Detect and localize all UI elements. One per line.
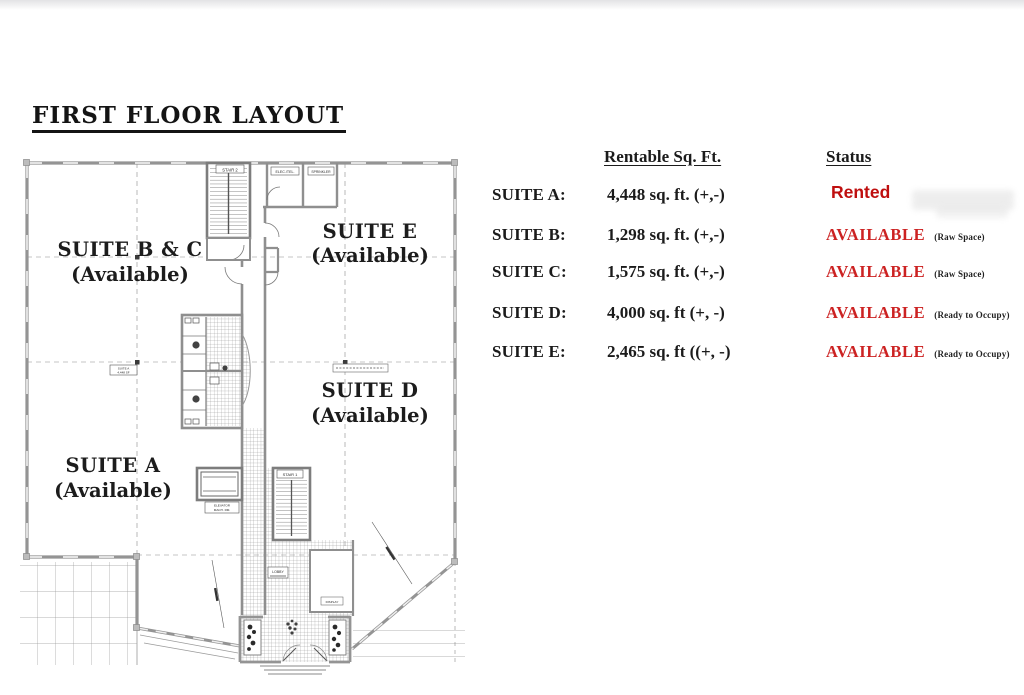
elevator-label-1: ELEVATOR [214, 503, 230, 508]
status-note: (Raw Space) [934, 232, 985, 242]
top-gradient-strip [0, 0, 1024, 10]
table-row-suite-b [480, 225, 1024, 247]
sprinkler-label: SPRINKLER [311, 170, 331, 174]
restroom-core [182, 315, 250, 428]
page-title: FIRST FLOOR LAYOUT [32, 102, 346, 133]
suite-bc-label: SUITE B & C [57, 238, 203, 261]
suite-a-tag [110, 365, 137, 375]
status-badge: AVAILABLE [826, 342, 926, 361]
status-note: (Raw Space) [934, 269, 985, 279]
floor-plan-svg [20, 150, 480, 690]
display-label: DISPLAY [325, 600, 339, 604]
suite-sqft: 1,575 sq. ft. (+,-) [607, 262, 725, 281]
status-badge: AVAILABLE [826, 262, 926, 281]
status-note: (Ready to Occupy) [934, 310, 1010, 320]
svg-text:SUITE A: SUITE A [117, 366, 130, 371]
suite-sqft: 2,465 sq. ft ((+, -) [607, 342, 731, 361]
suite-name: SUITE A: [492, 185, 566, 204]
planter-icon [244, 620, 261, 655]
column-header-sqft: Rentable Sq. Ft. [604, 147, 722, 166]
suite-sqft: 4,000 sq. ft (+, -) [607, 303, 725, 322]
ghost-smudge [936, 207, 1008, 218]
table-row-suite-d [480, 303, 1024, 325]
stair1-label: STAIR 1 [282, 472, 298, 478]
planter-icon [329, 620, 346, 655]
suite-a-status: (Available) [54, 479, 172, 502]
utility-rooms [263, 163, 337, 207]
suite-name: SUITE C: [492, 262, 567, 281]
suite-a-label: SUITE A [65, 454, 161, 477]
table-row-suite-c [480, 262, 1024, 284]
lobby-label: LOBBY [272, 570, 284, 574]
stairwell-1 [273, 468, 310, 540]
status-badge: AVAILABLE [826, 303, 926, 322]
suite-e-status: (Available) [311, 244, 429, 267]
display-room [310, 550, 353, 612]
suite-bc-status: (Available) [71, 263, 189, 286]
status-badge: AVAILABLE [826, 225, 926, 244]
suite-d-status: (Available) [311, 404, 429, 427]
svg-text:4,448 SF: 4,448 SF [117, 370, 130, 375]
floor-plan [20, 150, 480, 690]
table-row-suite-e [480, 342, 1024, 364]
boundary-tag [333, 364, 388, 372]
suite-sqft: 1,298 sq. ft. (+,-) [607, 225, 725, 244]
status-badge: Rented [831, 182, 891, 202]
elec-tel-label: ELEC./TEL. [275, 170, 295, 174]
listings-table [480, 145, 1024, 385]
status-note: (Ready to Occupy) [934, 349, 1010, 359]
suite-d-label: SUITE D [321, 379, 419, 402]
suite-name: SUITE D: [492, 303, 567, 322]
stair2-label: STAIR 2 [222, 167, 238, 173]
elevator [197, 468, 242, 513]
column-header-status: Status [826, 147, 872, 166]
suite-name: SUITE B: [492, 225, 566, 244]
entry-vestibule [240, 616, 350, 674]
suite-e-label: SUITE E [322, 220, 418, 243]
suite-name: SUITE E: [492, 342, 566, 361]
elevator-label-2: MACH. RM. [213, 507, 231, 512]
stairwell-2 [207, 163, 250, 260]
suite-sqft: 4,448 sq. ft. (+,-) [607, 185, 725, 204]
